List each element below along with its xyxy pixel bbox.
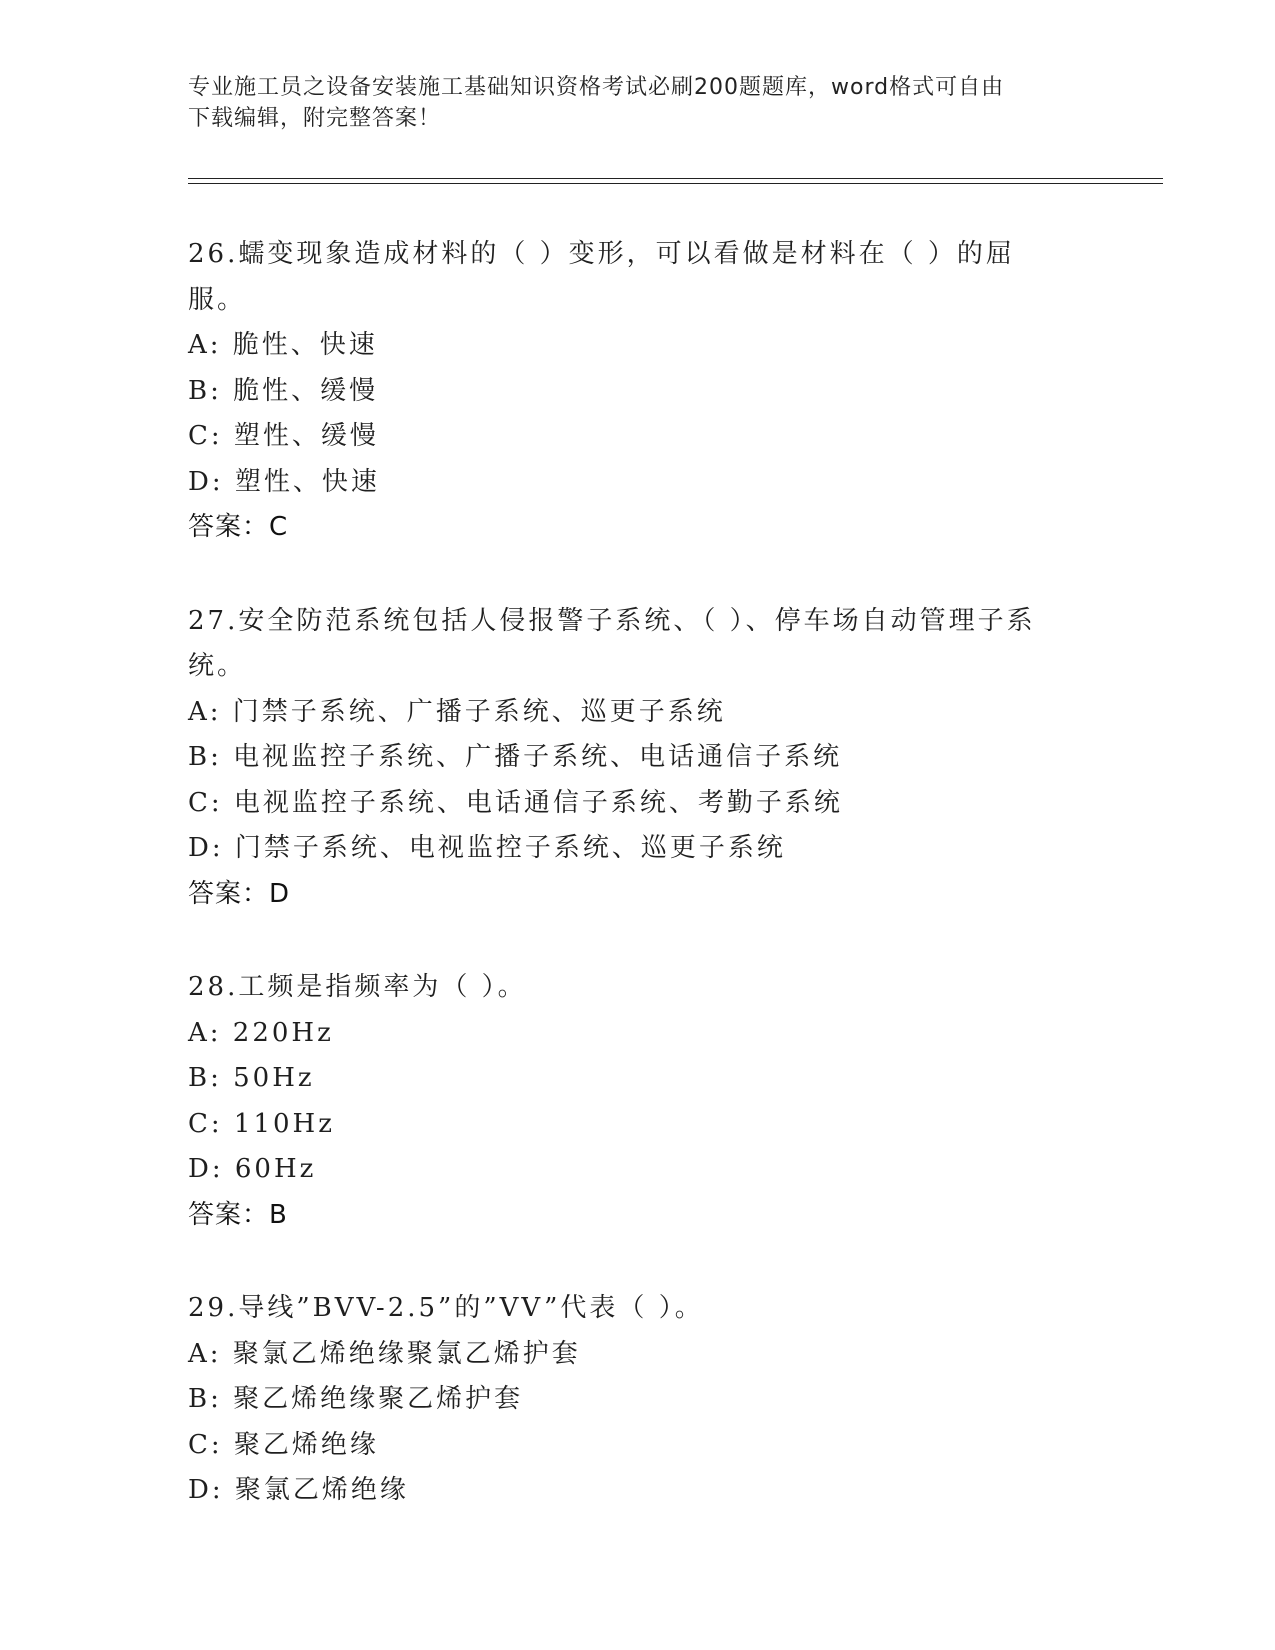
option-d: D: 60Hz xyxy=(188,1154,317,1184)
option-c: C: 电视监控子系统、电话通信子系统、考勤子系统 xyxy=(188,787,843,818)
option-a: A: 脆性、快速 xyxy=(188,330,378,360)
question-stem: 29.导线”BVV-2.5”的”VV”代表（ ）。 xyxy=(188,1293,704,1323)
option-d: D: 聚氯乙烯绝缘 xyxy=(188,1475,409,1505)
header-divider-top xyxy=(188,178,1163,179)
question-stem: 27.安全防范系统包括人侵报警子系统、（ ）、停车场自动管理子系统。 xyxy=(188,605,1036,681)
document-header xyxy=(188,72,1088,134)
option-a: A: 聚氯乙烯绝缘聚氯乙烯护套 xyxy=(188,1338,581,1369)
answer: 答案：B xyxy=(188,1199,288,1230)
question-28 xyxy=(188,965,1088,1238)
header-line-1: 专业施工员之设备安装施工基础知识资格考试必刷200题题库，word格式可自由 xyxy=(188,75,1005,100)
option-a: A: 220Hz xyxy=(188,1017,334,1048)
option-a: A: 门禁子系统、广播子系统、巡更子系统 xyxy=(188,696,726,727)
question-list xyxy=(188,232,1088,1562)
answer: 答案：D xyxy=(188,878,291,909)
question-26 xyxy=(188,232,1088,551)
answer: 答案：C xyxy=(188,512,289,542)
option-c: C: 110Hz xyxy=(188,1108,335,1139)
option-b: B: 聚乙烯绝缘聚乙烯护套 xyxy=(188,1384,524,1414)
option-c: C: 聚乙烯绝缘 xyxy=(188,1429,379,1460)
option-c: C: 塑性、缓慢 xyxy=(188,421,379,451)
header-line-2: 下载编辑，附完整答案！ xyxy=(188,106,442,131)
question-stem: 26.蠕变现象造成材料的（ ）变形，可以看做是材料在（ ）的屈服。 xyxy=(188,239,1015,315)
question-27 xyxy=(188,599,1088,918)
option-d: D: 门禁子系统、电视监控子系统、巡更子系统 xyxy=(188,833,786,863)
option-b: B: 脆性、缓慢 xyxy=(188,375,379,406)
option-b: B: 50Hz xyxy=(188,1063,315,1093)
option-d: D: 塑性、快速 xyxy=(188,466,380,497)
header-divider-bottom xyxy=(188,183,1163,184)
question-stem: 28.工频是指频率为（ ）。 xyxy=(188,972,527,1002)
option-b: B: 电视监控子系统、广播子系统、电话通信子系统 xyxy=(188,742,843,772)
question-29 xyxy=(188,1286,1088,1514)
